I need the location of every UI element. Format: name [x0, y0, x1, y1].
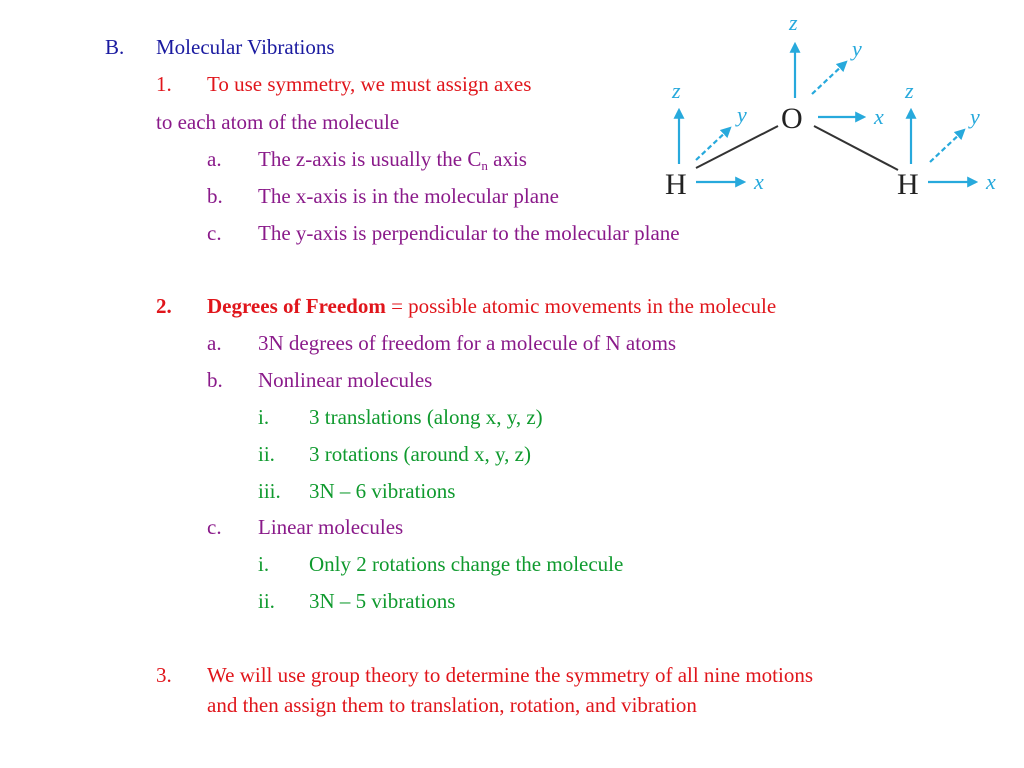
- item-2c-i-number: i.: [258, 552, 270, 576]
- item-2-number: 2.: [156, 294, 172, 318]
- right-h-x-label: x: [986, 169, 996, 194]
- item-2a-number: a.: [207, 331, 222, 355]
- section-number: B.: [105, 35, 125, 59]
- item-1b-number: b.: [207, 184, 223, 208]
- degrees-of-freedom-term: Degrees of Freedom: [207, 294, 386, 318]
- item-2c-ii-text: 3N – 5 vibrations: [309, 589, 456, 613]
- item-3-line-2: and then assign them to translation, rotation, and vibration: [207, 693, 697, 717]
- item-3-number: 3.: [156, 663, 172, 687]
- degrees-of-freedom-definition: = possible atomic movements in the molecule: [385, 294, 777, 318]
- item-2b-i-number: i.: [258, 405, 270, 429]
- item-2c-ii-number: ii.: [258, 589, 275, 613]
- oxygen-x-label: x: [874, 104, 884, 129]
- atom-hydrogen-left: H: [665, 168, 687, 201]
- item-2c-i-text: Only 2 rotations change the molecule: [309, 552, 624, 576]
- item-2a-text: 3N degrees of freedom for a molecule of N atoms: [258, 331, 677, 355]
- left-h-z-label: z: [672, 78, 681, 103]
- atom-oxygen: O: [781, 102, 803, 135]
- item-1a-text: The z-axis is usually the $C_n$ axis: [258, 147, 527, 173]
- item-1c-text: The y-axis is perpendicular to the molecular plane: [258, 221, 680, 245]
- item-1c-number: c.: [207, 221, 222, 245]
- item-2b-ii-text: 3 rotations (around x, y, z): [309, 442, 531, 466]
- oxygen-y-label: y: [852, 36, 862, 61]
- item-1-text: To use symmetry, we must assign axes: [207, 72, 532, 96]
- item-2c-number: c.: [207, 515, 222, 539]
- right-h-y-label: y: [970, 104, 980, 129]
- left-h-x-label: x: [754, 169, 764, 194]
- item-1-line-2: to each atom of the molecule: [156, 110, 400, 134]
- oxygen-y-arrow: [812, 62, 846, 94]
- right-h-z-label: z: [905, 78, 914, 103]
- atom-hydrogen-right: H: [897, 168, 919, 201]
- item-3-text: We will use group theory to determine the symmetry of all nine motions: [207, 663, 814, 687]
- bond-right: [814, 126, 898, 170]
- water-molecule-axes-diagram: [655, 8, 1010, 213]
- item-2b-number: b.: [207, 368, 223, 392]
- item-2b-ii-number: ii.: [258, 442, 275, 466]
- left-h-y-arrow: [696, 128, 730, 160]
- item-1b-text: The x-axis is in the molecular plane: [258, 184, 559, 208]
- item-1a-number: a.: [207, 147, 222, 171]
- oxygen-z-label: z: [789, 10, 798, 35]
- item-2b-iii-text: 3N – 6 vibrations: [309, 479, 456, 503]
- item-2b-i-text: 3 translations (along x, y, z): [309, 405, 543, 429]
- item-1-number: 1.: [156, 72, 172, 96]
- right-h-y-arrow: [930, 130, 964, 162]
- item-2-text: [207, 293, 776, 319]
- item-2b-iii-number: iii.: [258, 479, 281, 503]
- item-2b-text: Nonlinear molecules: [258, 368, 433, 392]
- section-title: Molecular Vibrations: [156, 35, 335, 59]
- item-2c-text: Linear molecules: [258, 515, 404, 539]
- left-h-y-label: y: [737, 102, 747, 127]
